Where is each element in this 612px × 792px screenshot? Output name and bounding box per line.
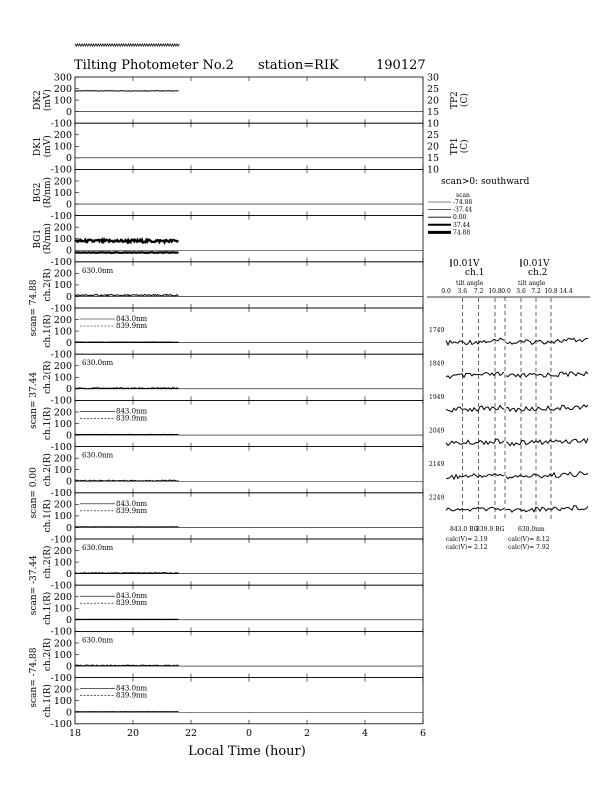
wavelength-annotation: 630.0nm <box>82 451 114 460</box>
y-tick-label: 0 <box>65 245 72 257</box>
y-tick-label: 100 <box>53 141 72 153</box>
ch1-name: ch.1 <box>465 268 485 278</box>
ch2-name: ch.2 <box>528 268 548 278</box>
tilt-time-label: 1749 <box>429 327 445 334</box>
y-axis-label-line: (R/nm) <box>43 176 53 209</box>
y-tick-label: 0 <box>65 384 72 396</box>
tilt-time-label: 2249 <box>429 494 445 502</box>
legend-label: 839.9nm <box>116 599 148 608</box>
y-tick-label: 0 <box>65 430 72 442</box>
right-axis-label <box>450 137 470 155</box>
tilt-scan-trace <box>506 472 588 479</box>
y-axis-label: ch.1(R) <box>43 499 53 533</box>
scan-group-label: scan= 74.88 <box>29 279 39 337</box>
legend-label: 839.9nm <box>116 414 148 423</box>
series-line <box>75 240 179 243</box>
y-tick-label: 200 <box>53 361 72 373</box>
y-axis-label: ch.2(R) <box>43 453 53 487</box>
x-axis-label: Local Time (hour) <box>188 744 306 759</box>
top-time-trace <box>75 44 179 46</box>
y-axis-label: ch.2(R) <box>43 637 53 672</box>
legend-label: 843.0nm <box>116 315 148 323</box>
scan-group-label: scan= -74.88 <box>29 647 39 708</box>
y-tick-label: -100 <box>50 257 72 269</box>
right-tick-label: 25 <box>427 130 440 142</box>
tilt-time-label: 1849 <box>429 360 445 368</box>
panel-frame <box>75 354 423 400</box>
y-tick-label: -100 <box>50 626 72 638</box>
y-tick-label: -100 <box>50 534 72 546</box>
y-axis-label-line: (mV) <box>43 135 53 158</box>
ch2-tilt-tick: 14.4 <box>559 288 573 295</box>
y-tick-label: 200 <box>53 684 72 696</box>
y-tick-label: -100 <box>50 118 72 130</box>
ch2-scale: 0.01V <box>523 259 550 269</box>
y-tick-label: 100 <box>53 649 72 661</box>
y-tick-label: 0 <box>65 615 72 627</box>
panel-frame <box>75 447 423 493</box>
tilt-scan-trace <box>506 438 588 445</box>
y-tick-label: 100 <box>53 418 72 430</box>
right-tick-label: 10 <box>427 164 440 176</box>
x-tick-label: 20 <box>126 727 140 739</box>
y-tick-label: 200 <box>53 222 72 234</box>
y-axis-label-line: BG2 <box>33 182 43 203</box>
tilt-time-label: 2149 <box>429 461 445 468</box>
y-axis-label <box>33 135 53 157</box>
panel-frame <box>75 631 423 677</box>
y-axis-label: ch.2(R) <box>43 545 53 579</box>
ch2-tilt-tick: 0.0 <box>501 288 511 295</box>
series-line <box>75 295 179 297</box>
time-series-panels <box>29 72 473 731</box>
right-tick-label: 25 <box>427 83 440 95</box>
y-axis-label-line: DK1 <box>33 136 43 157</box>
y-axis-label: ch.1(R) <box>43 591 53 625</box>
y-axis-label-line: (mV) <box>43 89 53 112</box>
y-tick-label: 200 <box>53 545 72 557</box>
right-axis-label <box>450 91 470 109</box>
ch1-subtitle: tilt angle <box>456 280 484 287</box>
y-tick-label: 0 <box>65 106 72 118</box>
ch2-tilt-tick: 10.8 <box>544 288 558 295</box>
panel-frame <box>75 262 423 308</box>
y-tick-label: 200 <box>53 453 72 465</box>
panel-s5c2 <box>42 631 423 684</box>
y-tick-label: 200 <box>53 314 72 326</box>
y-axis-label: ch.2(R) <box>43 360 53 394</box>
y-tick-label: 300 <box>53 72 72 84</box>
date-label: 190127 <box>376 58 426 73</box>
scan-legend-item: 37.44 <box>453 221 471 229</box>
legend-label: 843.0nm <box>116 407 148 416</box>
panel-s5c1 <box>42 678 423 731</box>
panel-bg2 <box>33 169 423 222</box>
right-axis-label-line: TP2 <box>450 91 460 109</box>
scan-group-label: scan= 37.44 <box>29 371 39 429</box>
tilt-scan-trace <box>506 338 588 344</box>
right-tick-label: 10 <box>427 118 440 130</box>
right-tick-label: 20 <box>427 95 440 107</box>
panel-frame <box>75 123 423 169</box>
ch2-tilt-tick: 3.6 <box>516 288 526 295</box>
tilt-scan-trace <box>506 372 588 377</box>
footer-ch2-calc-1: calc(V)= 8.12 <box>508 536 550 543</box>
y-tick-label: 200 <box>53 499 72 511</box>
panel-s2c1 <box>42 400 423 453</box>
top-trace-line <box>75 44 179 46</box>
station-label: station=RIK <box>258 58 339 73</box>
x-tick-label: 18 <box>68 727 82 739</box>
y-tick-label: 200 <box>53 176 72 188</box>
y-axis-label: ch.2(R) <box>43 268 53 302</box>
ch2-subtitle: tilt angle <box>518 280 546 287</box>
ch1-scale: 0.01V <box>453 259 480 269</box>
y-tick-label: -100 <box>50 580 72 592</box>
legend-label: 839.9nm <box>116 691 148 700</box>
y-tick-label: -100 <box>50 210 72 222</box>
y-tick-label: 0 <box>65 661 72 673</box>
y-axis-label <box>33 89 53 111</box>
right-axis-label-line: (C) <box>460 139 470 154</box>
x-tick-label: 22 <box>184 727 198 739</box>
y-tick-label: 100 <box>53 511 72 523</box>
footer-ch1-calc-2: calc(V)= 2.12 <box>446 544 488 551</box>
y-axis-label-line: DK2 <box>33 90 43 110</box>
panel-frame <box>75 216 423 262</box>
scan-group-label: scan= -37.44 <box>29 555 39 616</box>
y-tick-label: 0 <box>65 291 72 303</box>
y-axis-label <box>33 177 53 208</box>
series-line <box>75 91 179 92</box>
y-axis-label-line: BG1 <box>33 228 43 249</box>
right-axis-label-line: TP1 <box>450 137 460 156</box>
wavelength-annotation: 630.0nm <box>82 359 114 368</box>
tilt-angle-panel <box>427 259 590 551</box>
y-tick-label: 100 <box>53 465 72 476</box>
series-line <box>75 665 179 666</box>
y-tick-label: 0 <box>65 522 72 534</box>
y-tick-label: -100 <box>50 395 72 407</box>
y-tick-label: -100 <box>50 672 72 684</box>
panel-frame <box>75 169 423 215</box>
panel-s4c1 <box>42 585 423 638</box>
scan-legend-item: 0.00 <box>453 214 467 222</box>
y-tick-label: 100 <box>53 280 72 292</box>
scan-legend <box>428 177 530 236</box>
tilt-scan-trace <box>506 405 588 412</box>
panel-s4c2 <box>42 539 423 592</box>
y-axis-label <box>33 223 53 254</box>
panel-s3c1 <box>42 493 423 546</box>
footer-ch1-label-1: 843.0 BG <box>450 526 479 533</box>
legend-label: 843.0nm <box>116 592 148 601</box>
y-tick-label: -100 <box>50 441 72 453</box>
x-tick-label: 4 <box>361 727 369 739</box>
y-tick-label: 200 <box>53 83 72 95</box>
legend-label: 843.0nm <box>116 499 148 508</box>
wavelength-annotation: 630.0nm <box>82 636 114 645</box>
scan-legend-item: 74.88 <box>453 229 471 237</box>
legend-label: 843.0nm <box>116 684 148 693</box>
footer-ch1-calc-1: calc(V)= 2.19 <box>446 536 488 543</box>
scan-group-label: scan= 0.00 <box>29 467 39 519</box>
y-axis-label: ch.1(R) <box>43 406 53 441</box>
y-tick-label: -100 <box>50 349 72 361</box>
scan-legend-header: scan <box>456 192 470 199</box>
panel-dk1 <box>33 123 470 176</box>
legend-label: 839.9nm <box>116 322 148 330</box>
ch2-tilt-tick: 7.2 <box>531 288 541 295</box>
y-tick-label: 0 <box>65 199 72 211</box>
ch1-tilt-tick: 7.2 <box>473 288 484 295</box>
chart-title: Tilting Photometer No.2 <box>74 58 234 73</box>
y-tick-label: 0 <box>65 337 72 349</box>
ch1-tilt-tick: 0.0 <box>441 288 451 295</box>
y-tick-label: -100 <box>50 164 72 176</box>
ch1-tilt-tick: 3.6 <box>457 288 468 295</box>
x-tick-label: 6 <box>419 727 427 739</box>
panel-s2c2 <box>42 354 423 407</box>
y-tick-label: 100 <box>53 187 72 199</box>
x-tick-label: 2 <box>303 727 311 739</box>
y-tick-label: -100 <box>50 719 72 731</box>
y-tick-label: 100 <box>53 603 72 615</box>
tilt-time-label: 1949 <box>429 394 445 401</box>
right-tick-label: 30 <box>427 72 440 84</box>
scan-legend-title: scan>0: southward <box>441 177 530 187</box>
legend-label: 839.9nm <box>116 506 148 515</box>
panel-s1c1 <box>42 308 423 361</box>
panel-frame <box>75 539 423 585</box>
x-tick-label: 0 <box>245 727 253 739</box>
y-axis-label-line: (R/nm) <box>43 223 53 255</box>
y-tick-label: 0 <box>65 707 72 719</box>
y-tick-label: 200 <box>53 592 72 604</box>
tilt-time-label: 2049 <box>429 427 445 435</box>
y-axis-label: ch.1(R) <box>43 314 53 348</box>
tilt-scan-trace <box>506 506 588 512</box>
y-tick-label: 200 <box>53 130 72 142</box>
y-tick-label: -100 <box>50 488 72 500</box>
footer-ch1-label-2: 839.9 BG <box>476 526 505 533</box>
scan-legend-item: -37.44 <box>453 206 473 214</box>
y-tick-label: 200 <box>53 638 72 650</box>
wavelength-annotation: 630.0nm <box>82 266 114 275</box>
right-axis-label-line: (C) <box>460 93 470 108</box>
right-tick-label: 15 <box>427 153 440 165</box>
y-tick-label: 0 <box>65 568 72 580</box>
y-tick-label: 0 <box>65 476 72 488</box>
footer-ch2-label: 630.0nm <box>518 526 545 533</box>
footer-ch2-calc-2: calc(V)= 7.92 <box>508 544 550 551</box>
x-axis <box>69 728 426 739</box>
panel-frame <box>75 77 423 123</box>
right-tick-label: 20 <box>427 141 440 153</box>
wavelength-annotation: 630.0nm <box>82 544 114 552</box>
y-tick-label: 0 <box>65 153 72 165</box>
y-tick-label: 100 <box>53 372 72 384</box>
y-tick-label: 100 <box>53 95 72 107</box>
panel-dk2 <box>33 72 470 129</box>
y-tick-label: -100 <box>50 303 72 315</box>
y-axis-label: ch.1(R) <box>43 684 53 718</box>
y-tick-label: 100 <box>53 234 72 245</box>
panel-s3c2 <box>42 447 423 500</box>
y-tick-label: 100 <box>53 326 72 338</box>
y-tick-label: 200 <box>53 407 72 419</box>
panel-s1c2 <box>42 262 423 315</box>
tilt-scan-trace <box>446 439 504 446</box>
y-tick-label: 100 <box>53 557 72 569</box>
y-tick-label: 200 <box>53 268 72 280</box>
right-tick-label: 15 <box>427 106 440 118</box>
series-line <box>75 252 179 253</box>
scan-legend-item: -74.88 <box>453 199 473 206</box>
ch1-tilt-tick: 10.8 <box>488 288 502 295</box>
y-tick-label: 100 <box>53 696 72 707</box>
panel-bg1 <box>33 216 423 269</box>
